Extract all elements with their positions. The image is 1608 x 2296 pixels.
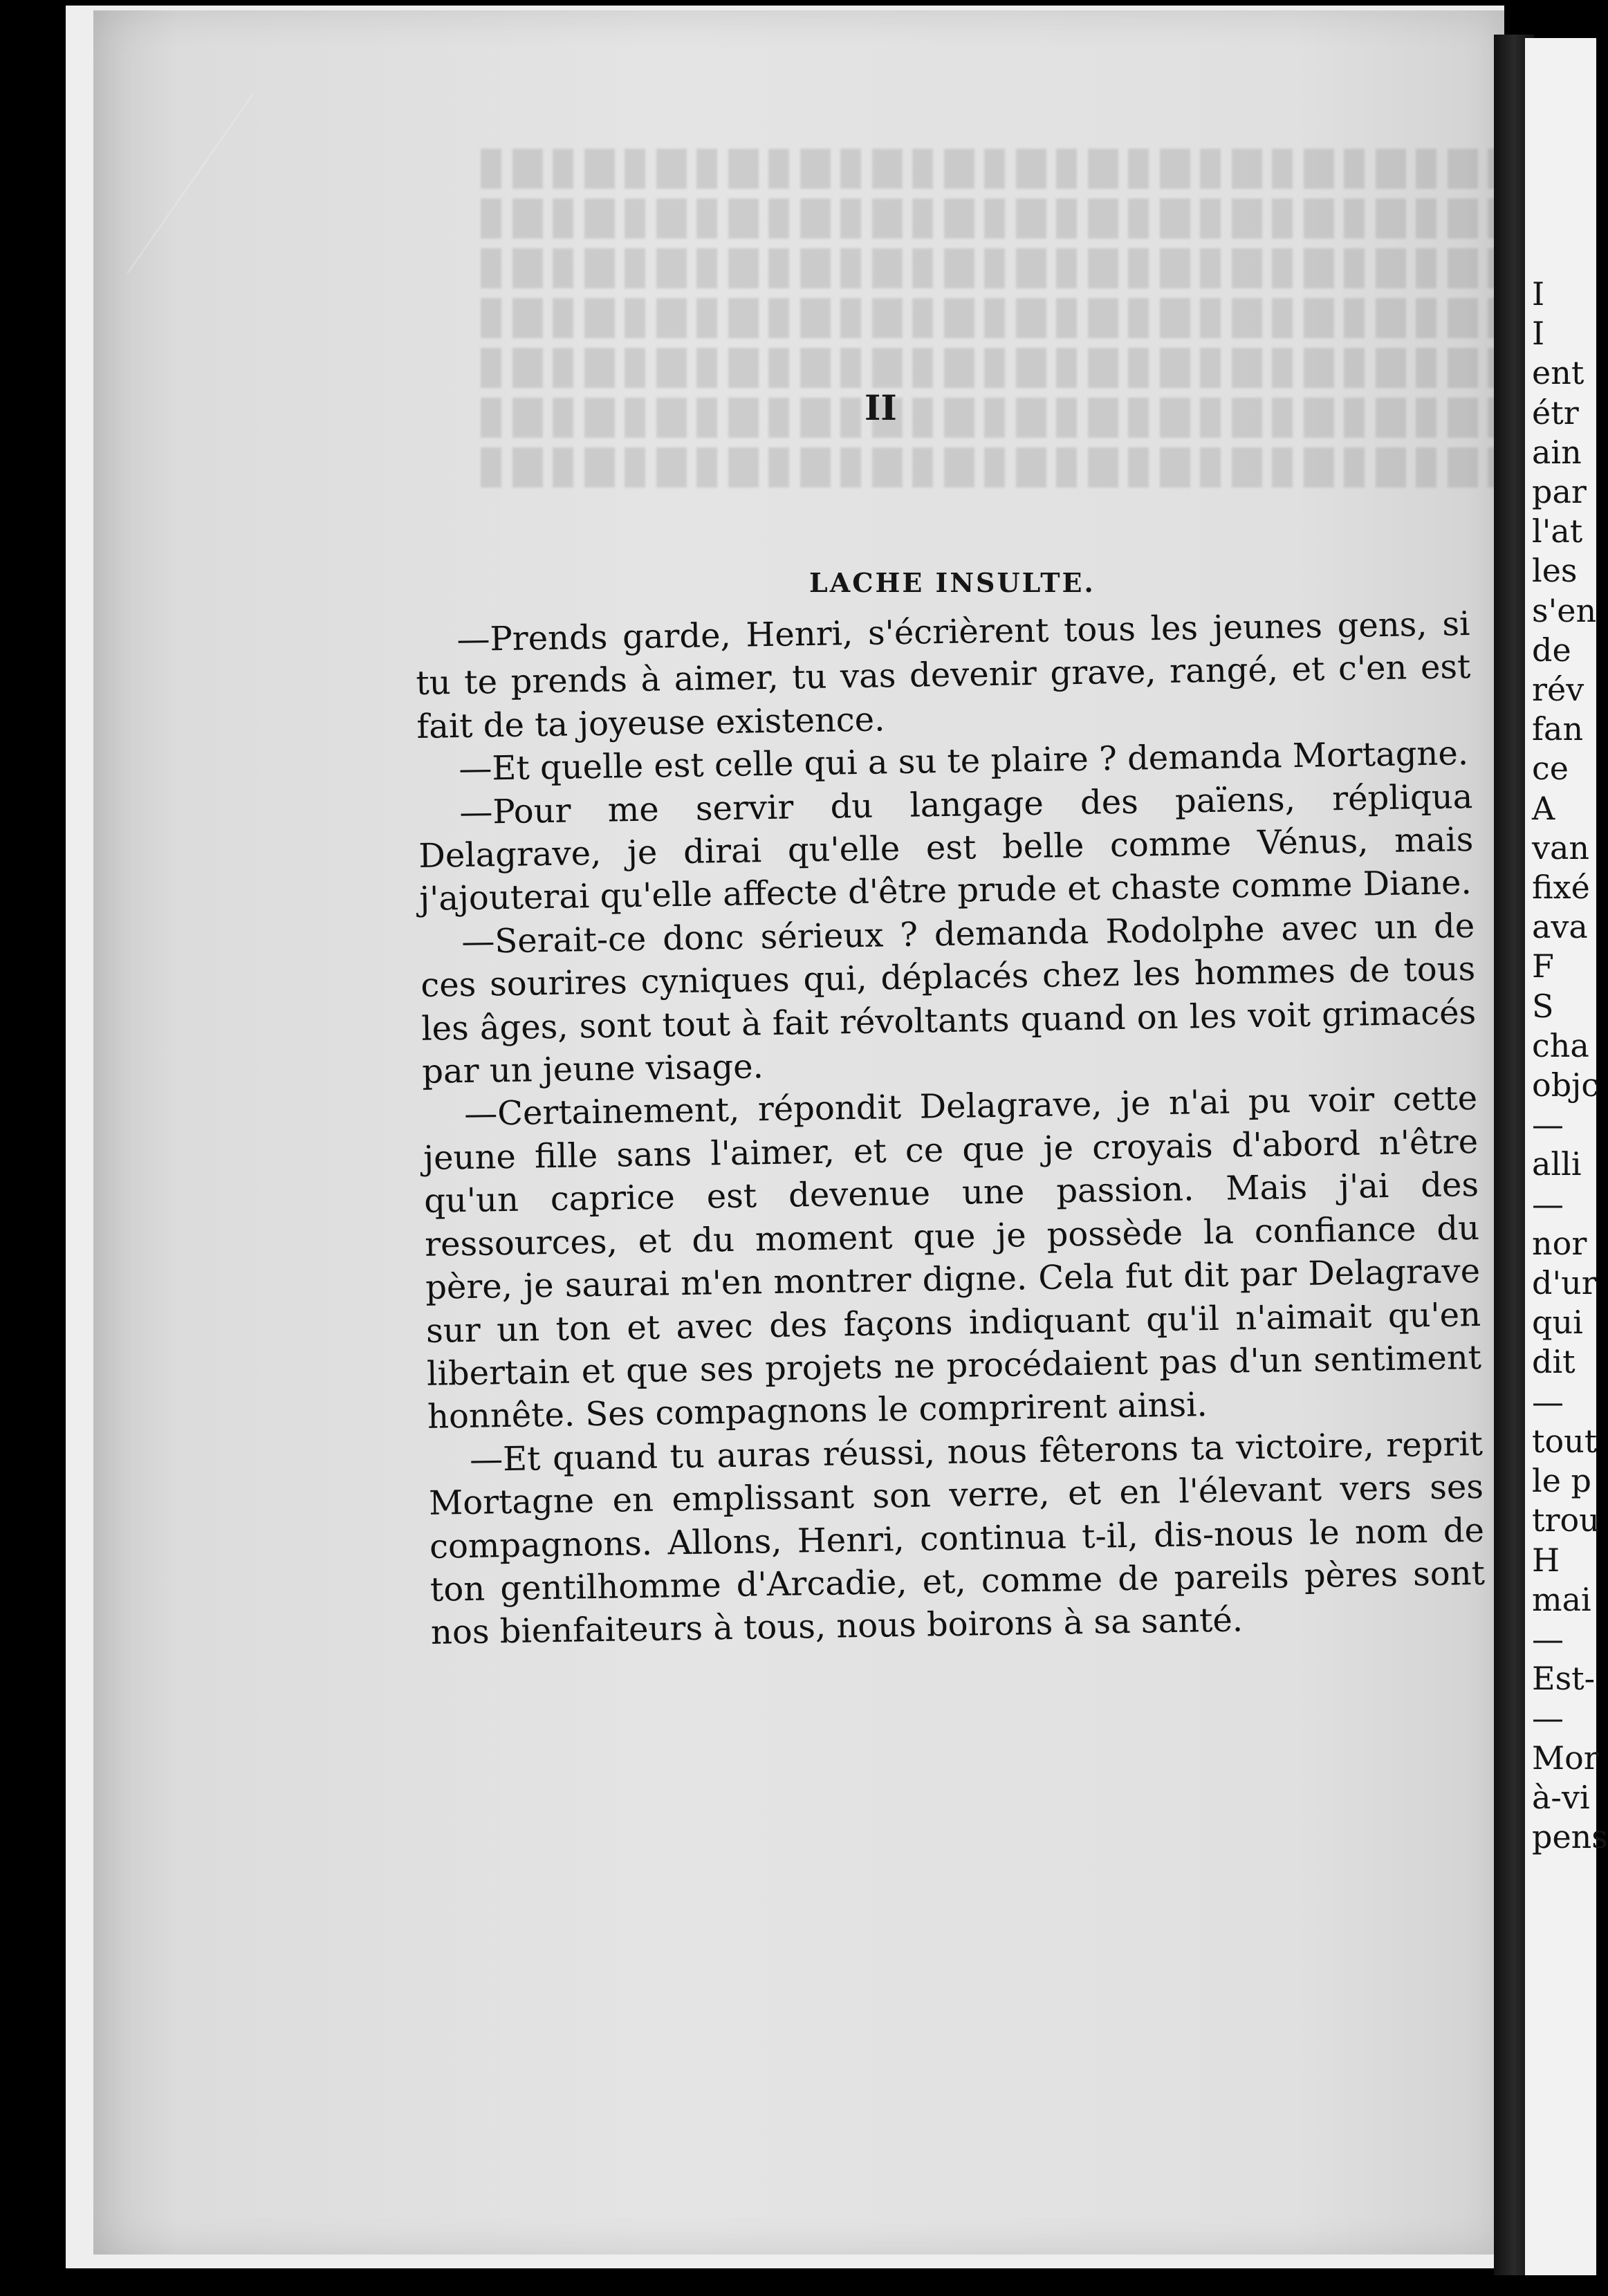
- right-page-line: —: [1532, 1699, 1564, 1737]
- right-page-line: ent: [1532, 354, 1584, 392]
- right-page-edge: [1525, 38, 1608, 2275]
- right-page-line: —: [1532, 1185, 1564, 1223]
- paragraph: —Pour me servir du langage des païens, répliqua Delagrave, je dirai qu'elle est belle comme Vénus, mais j'ajouterai qu'elle affecte d'être prude et chaste comme Diane.: [418, 777, 1474, 919]
- right-page-line: ava: [1532, 908, 1588, 946]
- right-page-line: trou: [1532, 1501, 1600, 1539]
- right-page-line: rév: [1532, 671, 1584, 709]
- right-page-line: objc: [1532, 1066, 1600, 1104]
- right-page-line: alli: [1532, 1145, 1582, 1183]
- right-page-line: pens: [1532, 1817, 1608, 1855]
- paragraph: —Certainement, répondit Delagrave, je n'ai pu voir cette jeune fille sans l'aimer, et ce que je croyais d'abord n'être qu'un caprice est devenue une passion. Mais j'ai des ressources, et du moment que je possède la confiance du père, je saurai m'en montrer digne. Cela fut dit par Delagrave sur un ton et avec des façons indiquant qu'il n'aimait qu'en libertain et que ses projets ne procédaient pas d'un sentiment honnête. Ses compagnons le comprirent ainsi.: [423, 1079, 1482, 1437]
- right-page-line: le p: [1532, 1462, 1592, 1500]
- right-page-line: mai: [1532, 1580, 1591, 1618]
- right-page-line: de: [1532, 631, 1571, 669]
- right-page-line: van: [1532, 828, 1590, 867]
- right-page-text: [1532, 275, 1608, 1857]
- right-page-line: F: [1532, 947, 1554, 985]
- chapter-body: [415, 602, 1486, 1655]
- right-page-line: —: [1532, 1382, 1564, 1420]
- right-page-line: ce: [1532, 750, 1569, 788]
- chapter-number: II: [865, 387, 897, 428]
- right-page-line: à-vi: [1532, 1778, 1590, 1816]
- right-page-line: fan: [1532, 710, 1584, 748]
- right-page-line: qui: [1532, 1304, 1583, 1342]
- right-page-line: l'at: [1532, 512, 1583, 550]
- right-page-line: par: [1532, 473, 1587, 511]
- right-page-line: nor: [1532, 1224, 1587, 1262]
- paragraph: —Et quand tu auras réussi, nous fêterons ta victoire, reprit Mortagne en emplissant son verre, et en l'élevant vers ses compagnons. Allons, Henri, continua t-il, dis-nous le nom de ton gentilhomme d'Arcadie, et, comme de pareils pères sont nos bienfaiteurs à tous, nous boirons à sa santé.: [428, 1424, 1486, 1653]
- right-page-line: Mor: [1532, 1739, 1599, 1777]
- right-page-line: ain: [1532, 433, 1582, 471]
- right-page-line: H: [1532, 1541, 1560, 1579]
- folded-corner-mark: [127, 93, 434, 273]
- paragraph: —Prends garde, Henri, s'écrièrent tous les jeunes gens, si tu te prends à aimer, tu vas devenir grave, rangé, et c'en est fait de ta joyeuse existence.: [416, 604, 1471, 746]
- right-page-line: —: [1532, 1106, 1564, 1144]
- right-page-line: I: [1532, 275, 1545, 313]
- right-page-line: A: [1532, 789, 1555, 827]
- right-page-line: S: [1532, 987, 1554, 1025]
- right-page-line: fixé: [1532, 869, 1590, 907]
- right-page-line: s'en: [1532, 591, 1597, 629]
- right-page-line: dit: [1532, 1343, 1575, 1381]
- paragraph: —Et quelle est celle qui a su te plaire ? demanda Mortagne.: [458, 734, 1469, 789]
- paragraph: —Serait-ce donc sérieux ? demanda Rodolphe avec un de ces sourires cyniques qui, déplacés chez les hommes de tous les âges, sont tout à fait révoltants quand on les voit grimacés par un jeune visage.: [420, 906, 1477, 1091]
- right-page-line: étr: [1532, 394, 1579, 432]
- right-page-line: les: [1532, 552, 1578, 590]
- right-page-line: d'ur: [1532, 1264, 1597, 1302]
- right-page-line: Est-: [1532, 1660, 1596, 1698]
- right-page-line: I: [1532, 315, 1545, 353]
- right-page-line: —: [1532, 1620, 1564, 1658]
- right-page-line: tout: [1532, 1422, 1598, 1460]
- show-through-text: [481, 149, 1518, 536]
- right-page-line: cha: [1532, 1026, 1589, 1064]
- chapter-title: LACHE INSULTE.: [809, 567, 1096, 598]
